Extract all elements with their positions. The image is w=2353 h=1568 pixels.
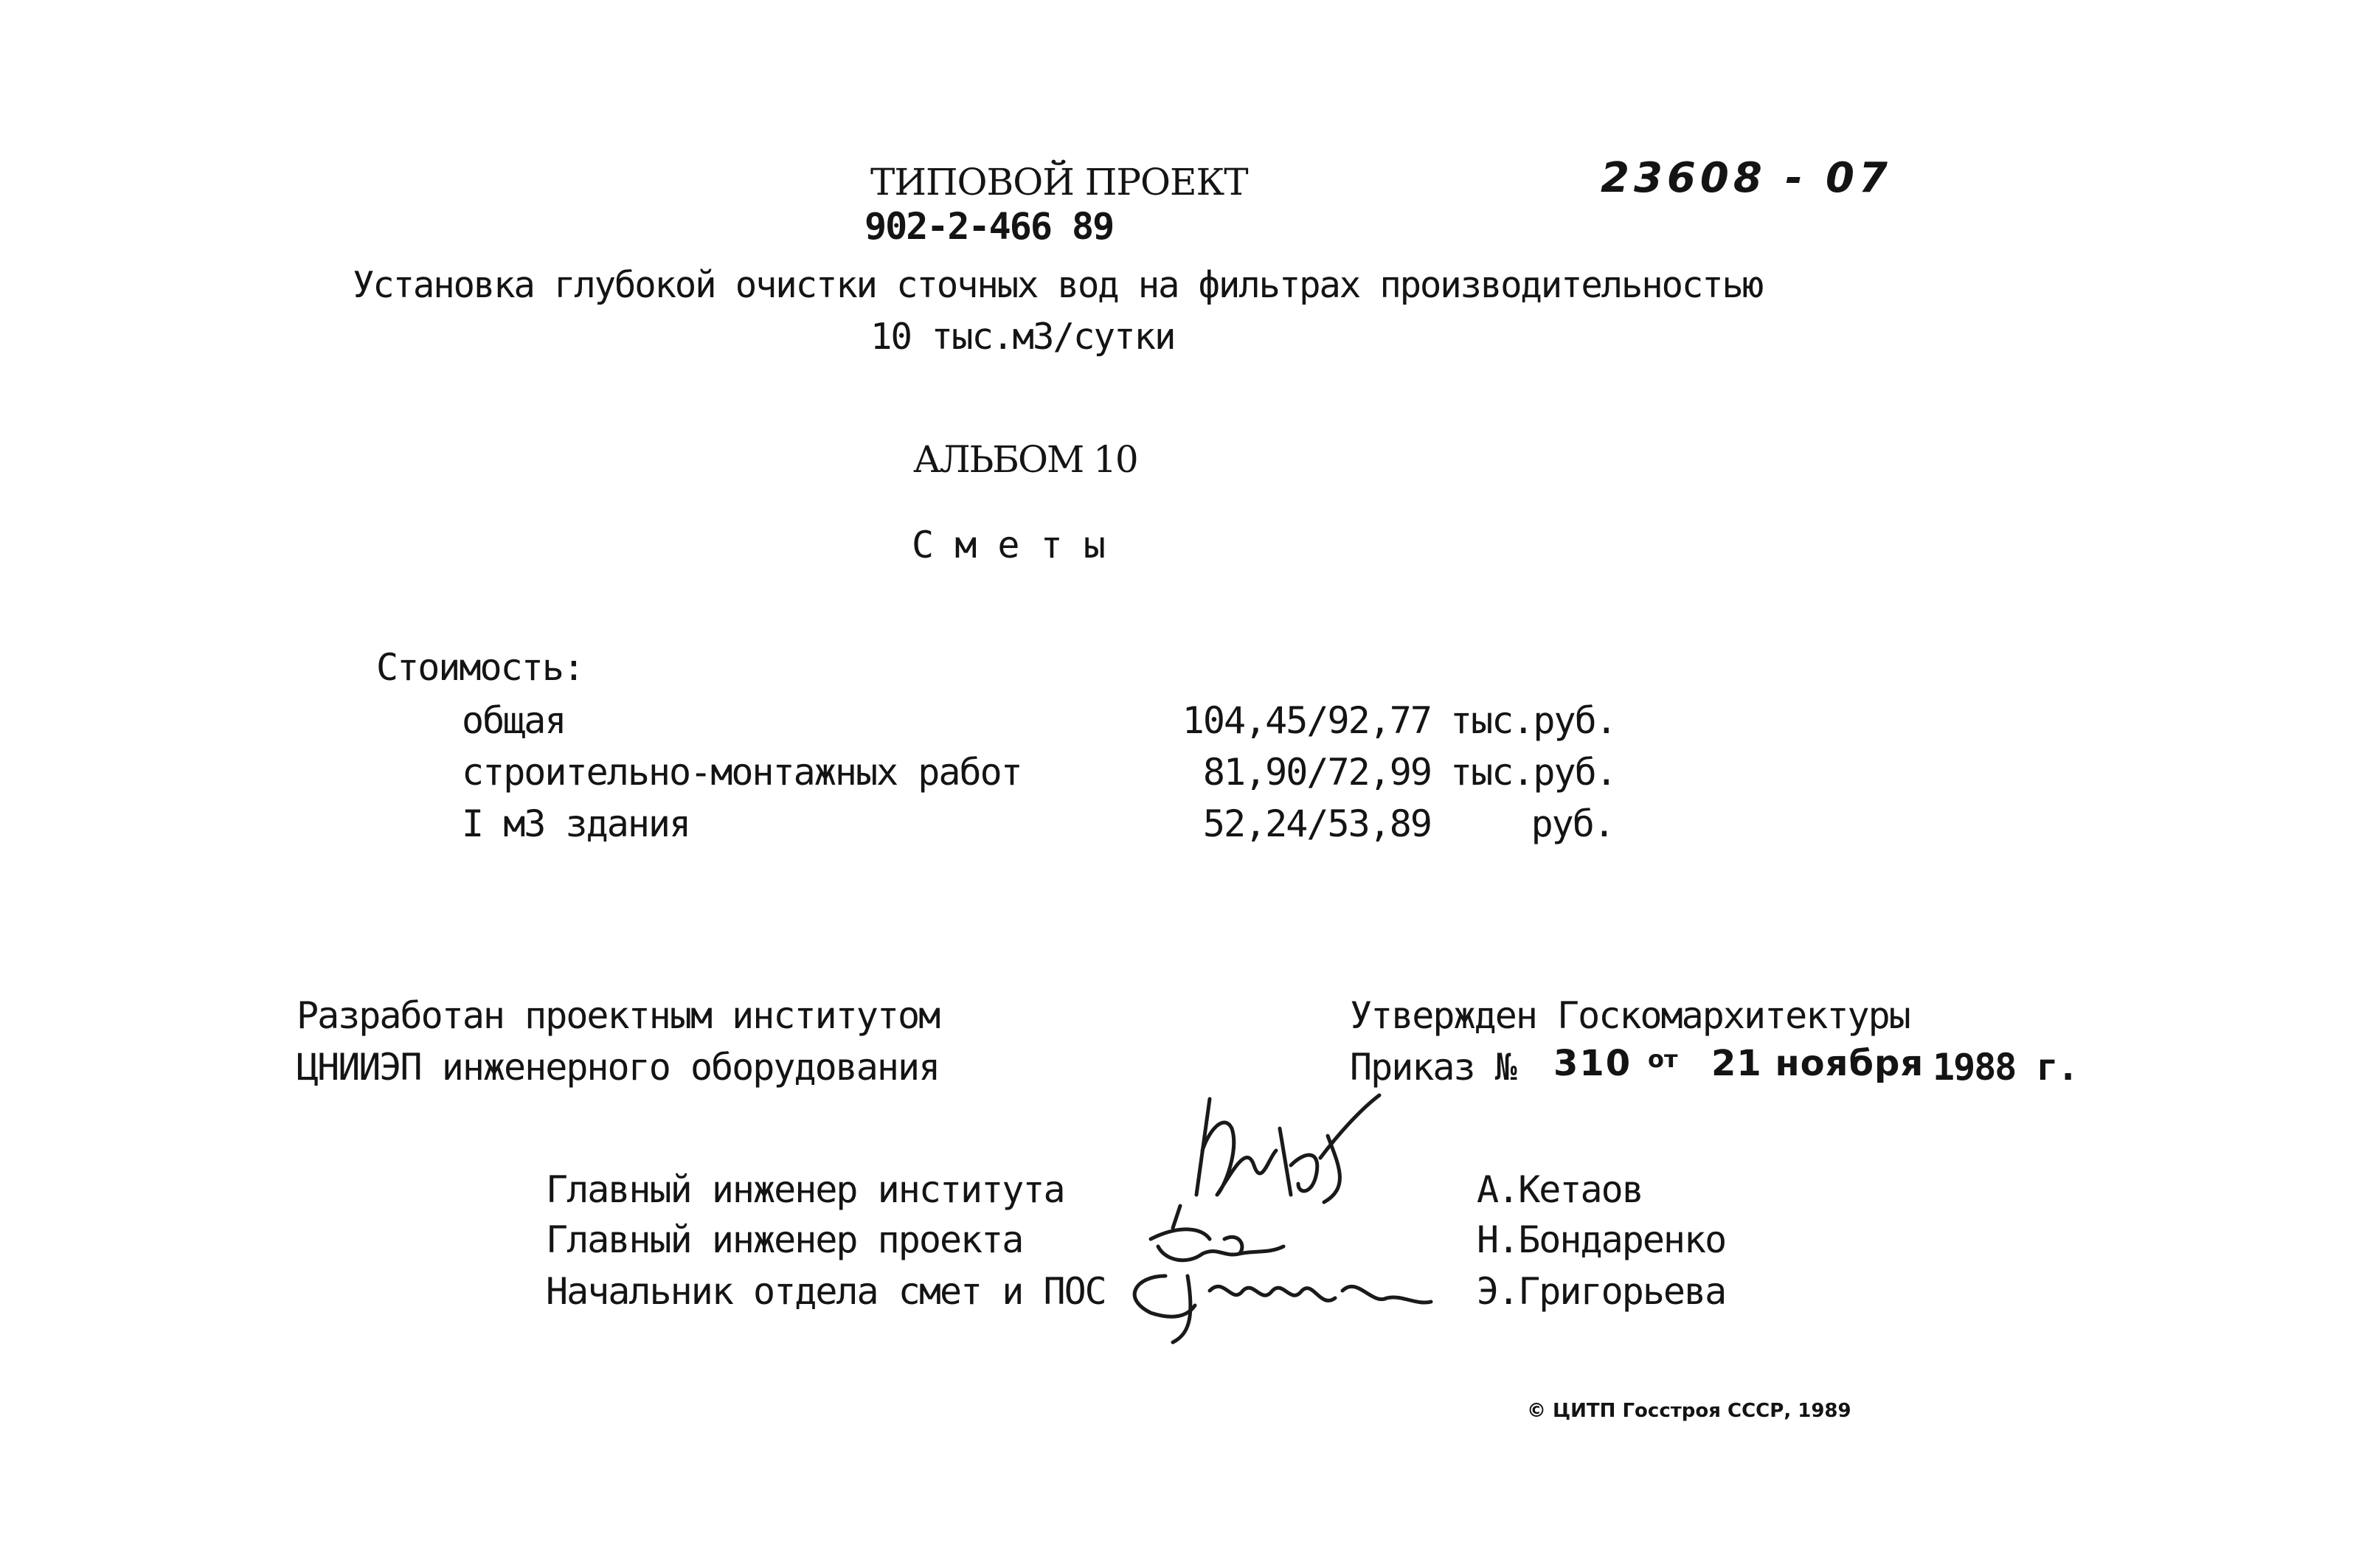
signatory-role-chief-engineer-project: Главный инженер проекта <box>546 1218 1023 1261</box>
cost-row-construction-unit: тыс.руб. <box>1450 751 1616 794</box>
approval-order-from: от <box>1648 1045 1678 1073</box>
developer-line-1: Разработан проектным институтом <box>297 994 940 1037</box>
cost-row-per-m3-value: 52,24/53,89 <box>1202 802 1431 845</box>
cost-row-construction-label: строительно-монтажных работ <box>462 751 1022 794</box>
project-title-line-1: Установка глубокой очистки сточных вод на фильтрах производительностью <box>353 264 1763 306</box>
developer-line-2: ЦНИИЭП инженерного оборудования <box>297 1046 940 1089</box>
approval-order-prefix: Приказ № <box>1350 1046 1516 1089</box>
cost-row-total-label: общая <box>462 699 566 742</box>
cost-heading: Стоимость: <box>376 646 584 689</box>
project-title-line-2: 10 тыс.м3/сутки <box>870 316 1175 358</box>
cost-row-per-m3-unit: руб. <box>1531 802 1614 845</box>
project-number: 902-2-466 89 <box>864 205 1114 248</box>
approval-order-date: 21 ноября <box>1711 1043 1924 1084</box>
cost-row-total-value: 104,45/92,77 <box>1182 699 1431 742</box>
cost-row-construction-value: 81,90/72,99 <box>1202 751 1431 794</box>
signatory-role-head-estimates: Начальник отдела смет и ПОС <box>546 1270 1106 1313</box>
doc-type-heading: ТИПОВОЙ ПРОЕКТ <box>870 161 1248 204</box>
inventory-number: 23608 - 07 <box>1601 154 1892 202</box>
signatory-name-chief-engineer-project: Н.Бондаренко <box>1477 1218 1726 1261</box>
signatory-role-chief-engineer-institute: Главный инженер института <box>546 1168 1064 1211</box>
approval-line-1: Утвержден Госкомархитектуры <box>1350 994 1910 1037</box>
signatory-name-chief-engineer-institute: А.Кетаов <box>1477 1168 1643 1211</box>
album-label: АЛЬБОМ 10 <box>913 438 1137 481</box>
cost-row-total-unit: тыс.руб. <box>1450 699 1616 742</box>
approval-order-year: 1988 г. <box>1933 1046 2078 1089</box>
signature-head-estimates <box>1106 1246 1446 1350</box>
signatory-name-head-estimates: Э.Григорьева <box>1477 1270 1726 1313</box>
copyright-notice: © ЦИТП Госстроя СССР, 1989 <box>1527 1400 1851 1422</box>
approval-order-number: 310 <box>1553 1043 1632 1084</box>
cost-row-per-m3-label: I м3 здания <box>462 802 690 845</box>
section-title: С м е т ы <box>912 524 1105 566</box>
